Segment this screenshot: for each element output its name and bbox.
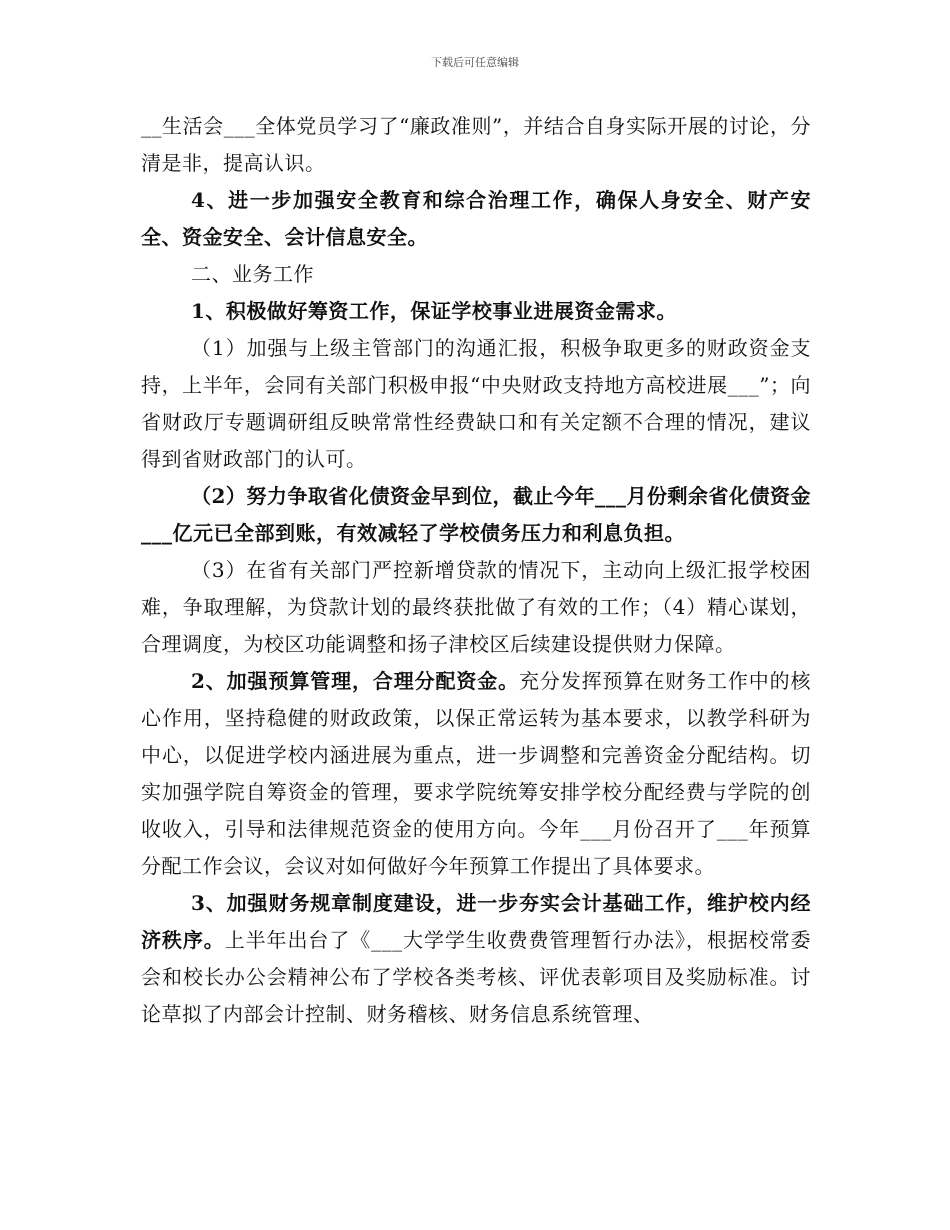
bold-lead: 2、加强预算管理，合理分配资金。 xyxy=(191,669,520,693)
paragraph: 2、加强预算管理，合理分配资金。充分发挥预算在财务工作中的核心作用，坚持稳健的财政政策，以保正常运转为基本要求，以教学科研为中心，以促进学校内涵进展为重点，进一步调整和完善资金分配结构。切实加强学院自筹资金的管理，要求学院统筹安排学校分配经费与学院的创收收入，引导和法律规范资金的使用方向。今年___月份召开了___年预算分配工作会议，会议对如何做好今年预算工作提出了具体要求。 xyxy=(141,669,811,878)
paragraph: （1）加强与上级主管部门的沟通汇报，积极争取更多的财政资金支持，上半年，会同有关部门积极申报“中央财政支持地方高校进展___”；向省财政厅专题调研组反映常常性经费缺口和有关定额不合理的情况，建议得到省财政部门的认可。 xyxy=(141,336,811,471)
section-heading: 二、业务工作 xyxy=(191,262,314,286)
paragraph: （2）努力争取省化债资金早到位，截止今年___月份剩余省化债资金___亿元已全部到账，有效减轻了学校债务压力和利息负担。 xyxy=(141,484,811,545)
page-header: 下载后可任意编辑 xyxy=(431,56,519,69)
paragraph: 1、积极做好筹资工作，保证学校事业进展资金需求。 xyxy=(191,299,677,323)
bold-lead: 3、加强财务规章制度建设，进一步夯实会计基础工作，维护校内经济秩序。 xyxy=(141,891,811,952)
paragraph: __生活会___全体党员学习了“廉政准则”，并结合自身实际开展的讨论，分清是非，提高认识。 xyxy=(141,114,811,175)
paragraph: 3、加强财务规章制度建设，进一步夯实会计基础工作，维护校内经济秩序。上半年出台了《___大学学生收费费管理暂行办法》，根据校常委会和校长办公会精神公布了学校各类考核、评优表彰项目及奖励标准。讨论草拟了内部会计控制、财务稽核、财务信息系统管理、 xyxy=(141,891,812,1026)
document-body xyxy=(141,108,811,1033)
paragraph: 4、进一步加强安全教育和综合治理工作，确保人身安全、财产安全、资金安全、会计信息安全。 xyxy=(141,188,811,249)
paragraph: （3）在省有关部门严控新增贷款的情况下，主动向上级汇报学校困难，争取理解，为贷款计划的最终获批做了有效的工作；（4）精心谋划，合理调度，为校区功能调整和扬子津校区后续建设提供财力保障。 xyxy=(141,558,811,656)
